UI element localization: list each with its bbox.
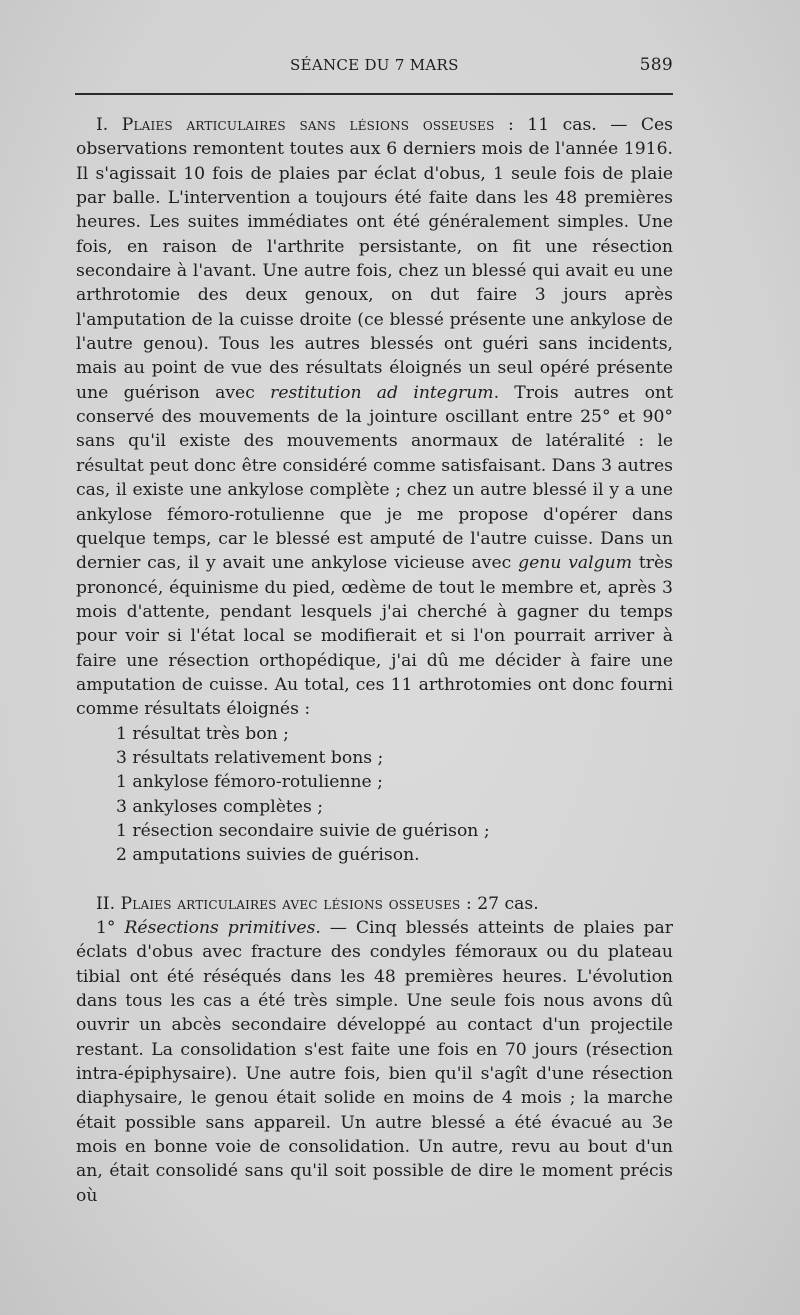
section-1-italic-a: restitution ad integrum <box>270 382 494 403</box>
section-1-number: I. <box>96 115 109 135</box>
section-1-paragraph <box>76 113 673 722</box>
section-1-italic-b: genu valgum <box>518 553 633 574</box>
section-1-text-b: . Trois autres ont conservé des mouvements de la jointure oscillant entre 25° et 90° sans qu'il existe des mouvements anormaux de latéralité : le résultat peut donc être considéré comme satisfaisant. Dans 3 autres cas, il existe une ankylose complète ; chez un autre blessé il y a une ankylose fémoro-rotulienne que je me propose d'opérer dans quelque temps, car le blessé est amputé de l'autre cuisse. Dans un dernier cas, il y avait une ankylose vicieuse avec <box>76 382 673 574</box>
section-2-count: : 27 cas. <box>460 893 539 914</box>
results-list <box>76 722 673 868</box>
result-item: 1 ankylose fémoro-rotulienne ; <box>116 772 383 793</box>
section-2-heading: Plaies articulaires avec lésions osseuses <box>120 893 461 914</box>
section-1-text-c: très prononcé, équinisme du pied, œdème de tout le membre et, après 3 mois d'attente, pendant lesquels j'ai cherché à gagner du temps pour voir si l'état local se modifierait et si l'on pourrait arriver à faire une résection orthopédique, j'ai dû me décider à faire une amputation de cuisse. Au total, ces 11 arthrotomies ont donc fourni comme résultats éloignés : <box>76 553 673 720</box>
body-text <box>76 113 673 1208</box>
header-rule <box>75 93 673 95</box>
subsection-number: 1° <box>96 918 116 938</box>
result-item: 1 résultat très bon ; <box>116 723 289 744</box>
section-1-heading: Plaies articulaires sans lésions osseuses <box>121 115 495 135</box>
result-item: 2 amputations suivies de guérison. <box>116 845 420 866</box>
page-number: 589 <box>639 55 673 75</box>
section-2-heading-line <box>76 892 673 916</box>
subsection-title: Résections primitives. <box>124 918 321 938</box>
section-2-paragraph <box>76 916 673 1208</box>
result-item: 3 résultats relativement bons ; <box>116 747 384 768</box>
result-item: 1 résection secondaire suivie de guérison ; <box>116 820 490 841</box>
section-2-number: II. <box>96 893 116 914</box>
section-gap <box>76 868 673 892</box>
section-2-text: — Cinq blessés atteints de plaies par éclats d'obus avec fracture des condyles fémoraux ou du plateau tibial ont été réséqués dans les 48 premières heures. L'évolution dans tous les cas a été très simple. Une seule fois nous avons dû ouvrir un abcès secondaire développé au contact d'un projectile restant. La consolidation s'est faite une fois en 70 jours (résection intra-épiphysaire). Une autre fois, bien qu'il s'agît d'une résection diaphysaire, le genou était solide en moins de 4 mois ; la marche était possible sans appareil. Un autre blessé a été évacué au 3e mois en bonne voie de consolidation. Un autre, revu au bout d'un an, était consolidé sans qu'il soit possible de dire le moment précis où <box>76 918 673 1206</box>
section-1-text-a: : 11 cas. — Ces observations remontent toutes aux 6 derniers mois de l'année 1916. Il s'agissait 10 fois de plaies par éclat d'obus, 1 seule fois de plaie par balle. L'intervention a toujours été faite dans les 48 premières heures. Les suites immédiates ont été généralement simples. Une fois, en raison de l'arthrite persistante, on fit une résection secondaire à l'avant. Une autre fois, chez un blessé qui avait eu une arthrotomie des deux genoux, on dut faire 3 jours après l'amputation de la cuisse droite (ce blessé présente une ankylose de l'autre genou). Tous les autres blessés ont guéri sans incidents, mais au point de vue des résultats éloignés un seul opéré présente une guérison avec <box>76 115 673 403</box>
header-title: SÉANCE DU 7 MARS <box>290 56 459 74</box>
result-item: 3 ankyloses complètes ; <box>116 796 324 817</box>
running-header <box>75 52 673 82</box>
